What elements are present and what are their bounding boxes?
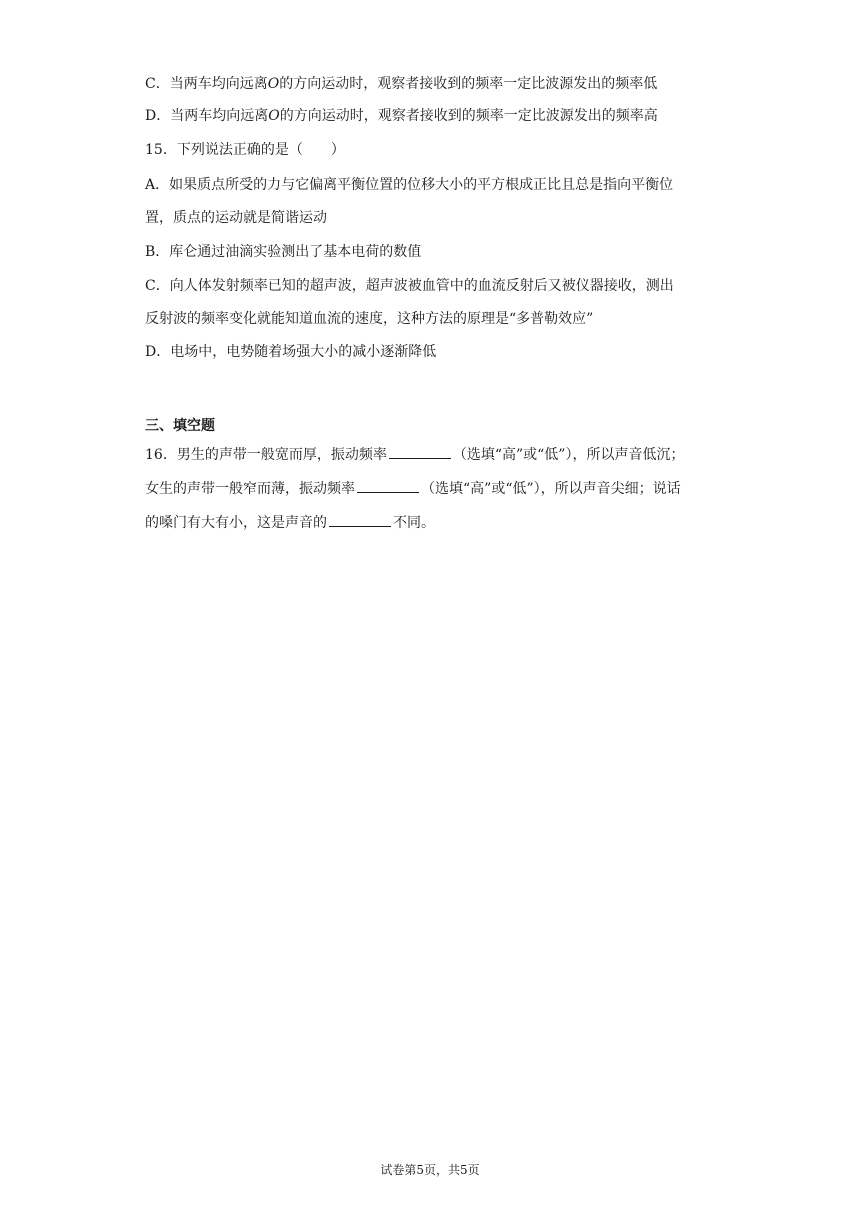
option-text: 的方向运动时，观察者接收到的频率一定比波源发出的频率高 (279, 108, 658, 124)
question-16-line1 (145, 444, 684, 465)
answer-blank[interactable] (357, 478, 419, 493)
question-14-option-c (145, 74, 657, 94)
option-text: 的方向运动时，观察者接收到的频率一定比波源发出的频率低 (279, 76, 658, 92)
question-text: （选填“高”或“低”），所以声音低沉； (452, 447, 685, 463)
question-text: （选填“高”或“低”），所以声音尖细；说话 (421, 481, 681, 497)
section-title: 三、填空题 (145, 418, 215, 434)
question-16-line2 (145, 478, 681, 499)
question-15-option-d: D．电场中，电势随着场强大小的减小逐渐降低 (145, 344, 437, 360)
question-text: 的嗓门有大有小，这是声音的 (145, 515, 327, 531)
question-16-line3 (145, 512, 435, 533)
answer-blank[interactable] (329, 512, 391, 527)
question-15-option-a-line1: A．如果质点所受的力与它偏离平衡位置的位移大小的平方根成正比且总是指向平衡位 (145, 177, 674, 193)
question-15-stem: 15．下列说法正确的是（ ） (145, 142, 345, 158)
question-15-option-a-line2: 置，质点的运动就是简谐运动 (145, 210, 327, 226)
question-text: 16．男生的声带一般宽而厚，振动频率 (145, 447, 387, 463)
answer-blank[interactable] (389, 444, 451, 459)
question-text: 不同。 (393, 515, 435, 531)
option-text: D．当两车均向远离 (145, 108, 269, 124)
question-14-option-d (145, 106, 658, 126)
question-15-option-c-line1: C．向人体发射频率已知的超声波，超声波被血管中的血流反射后又被仪器接收，测出 (145, 278, 674, 294)
question-15-option-c-line2: 反射波的频率变化就能知道血流的速度，这种方法的原理是“多普勒效应” (145, 311, 594, 327)
variable-o: O (267, 76, 280, 92)
question-15-option-b: B．库仑通过油滴实验测出了基本电荷的数值 (145, 244, 422, 260)
question-text: 女生的声带一般窄而薄，振动频率 (145, 481, 355, 497)
option-text: C．当两车均向远离 (145, 76, 268, 92)
page-footer: 试卷第5页，共5页 (380, 1163, 480, 1177)
variable-o: O (268, 108, 280, 124)
